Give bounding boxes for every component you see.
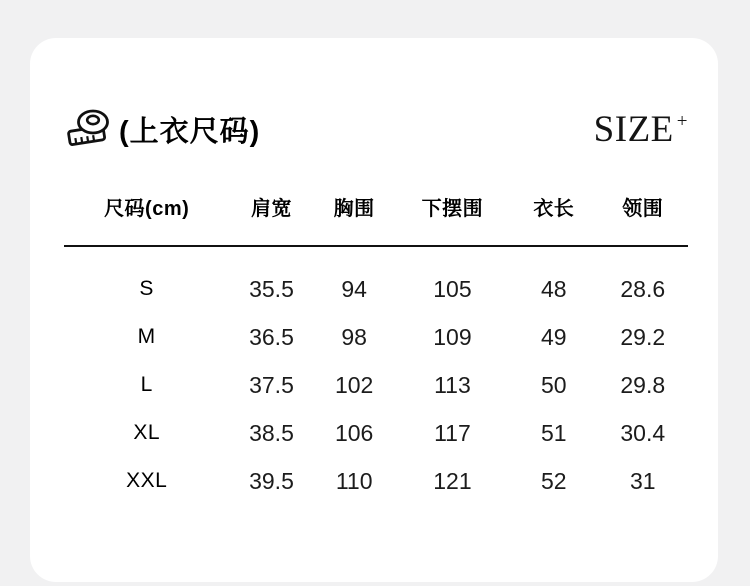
cell-hem: 105: [433, 275, 472, 302]
cell-shoulder: 36.5: [249, 323, 294, 350]
column-header-collar: 领围: [598, 168, 689, 246]
cell-collar: 31: [629, 467, 656, 494]
cell-collar: 29.8: [620, 371, 666, 398]
size-label: XL: [133, 421, 161, 444]
table-header-row: [64, 168, 688, 246]
size-label: S: [139, 277, 154, 300]
table-row: [64, 313, 688, 361]
cell-bust: 110: [335, 467, 373, 494]
table-row: [64, 457, 688, 505]
size-chart-card: [30, 38, 718, 582]
cell-hem: 109: [433, 323, 472, 350]
cell-collar: 28.6: [620, 275, 666, 302]
column-header-shoulder: 肩宽: [229, 168, 313, 246]
column-header-bust: 胸围: [314, 168, 395, 246]
cell-bust: 102: [334, 371, 374, 398]
cell-length: 49: [541, 323, 567, 350]
cell-bust: 94: [341, 275, 367, 302]
size-wordmark-plus: +: [676, 110, 688, 132]
table-row: [64, 246, 688, 313]
cell-shoulder: 39.5: [249, 467, 294, 494]
card-header: [30, 38, 718, 150]
size-label: L: [140, 373, 153, 396]
title-group: [66, 108, 260, 150]
size-wordmark: [593, 108, 688, 150]
size-chart-table: [64, 168, 688, 505]
tape-measure-icon: [66, 108, 110, 150]
size-label: M: [137, 325, 156, 348]
cell-length: 52: [541, 467, 567, 494]
cell-collar: 29.2: [620, 323, 666, 350]
column-header-size: 尺码(cm): [64, 168, 229, 246]
cell-length: 50: [541, 371, 567, 398]
cell-length: 51: [541, 419, 567, 446]
cell-shoulder: 38.5: [249, 419, 294, 446]
cell-shoulder: 37.5: [249, 371, 294, 398]
cell-collar: 30.4: [620, 419, 666, 446]
cell-hem: 113: [434, 371, 471, 398]
cell-length: 48: [541, 275, 567, 302]
column-header-hem: 下摆围: [395, 168, 510, 246]
cell-bust: 98: [341, 323, 367, 350]
column-header-length: 衣长: [510, 168, 597, 246]
size-label: XXL: [126, 469, 168, 492]
cell-bust: 106: [334, 419, 374, 446]
table-row: [64, 361, 688, 409]
table-row: [64, 409, 688, 457]
cell-hem: 121: [433, 467, 472, 494]
size-wordmark-text: SIZE: [593, 108, 674, 150]
cell-hem: 117: [434, 419, 471, 446]
page-title: (上衣尺码): [119, 115, 261, 148]
cell-shoulder: 35.5: [249, 275, 294, 302]
